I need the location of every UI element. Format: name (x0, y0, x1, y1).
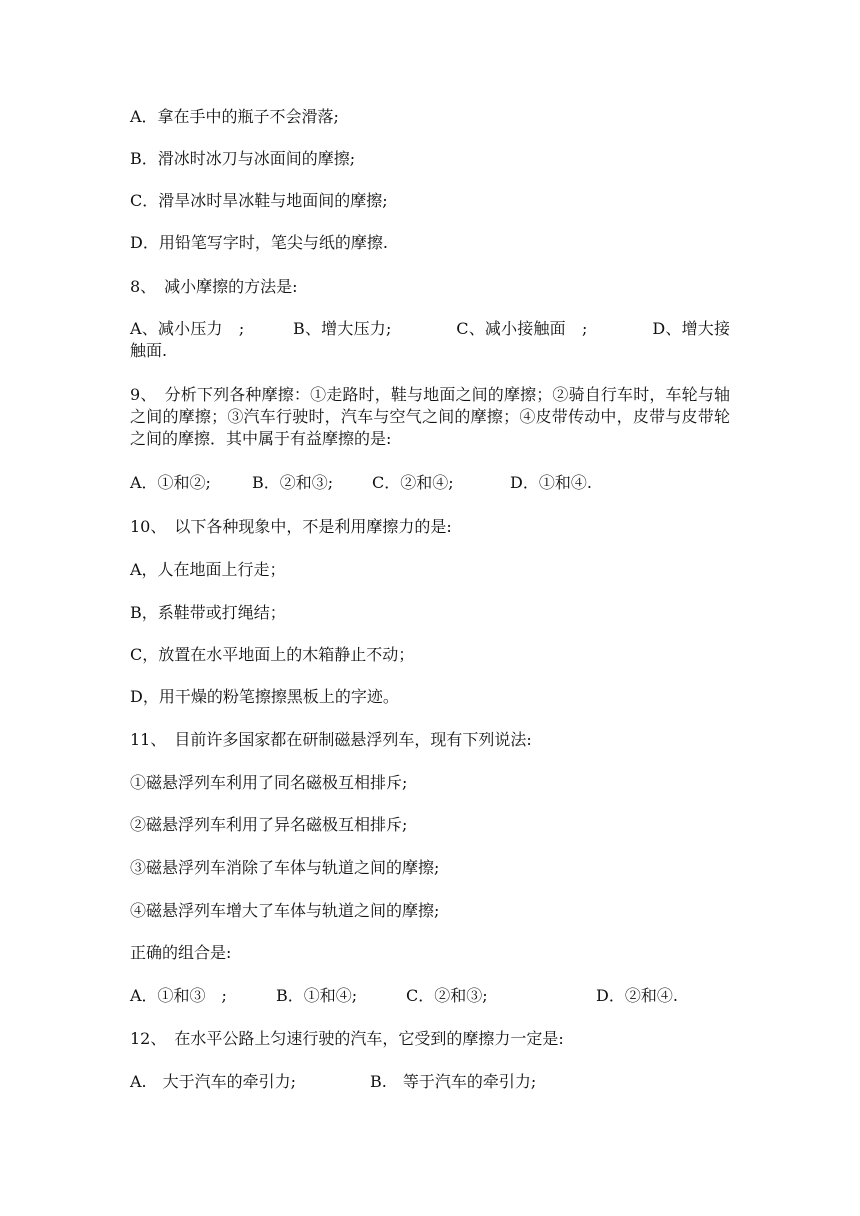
q11-option-a: A．①和③ ; (130, 986, 227, 1005)
q7-option-d: D．用铅笔写字时，笔尖与纸的摩擦. (130, 233, 388, 252)
q11-options (130, 985, 730, 1007)
q12-option-b: B. 等于汽车的牵引力; (370, 1072, 537, 1091)
q10-option-a: A，人在地面上行走； (130, 560, 286, 579)
q10-option-d: D，用干燥的粉笔擦擦黑板上的字迹。 (130, 687, 399, 706)
q7-option-a: A．拿在手中的瓶子不会滑落; (130, 107, 339, 126)
q12-stem: 12、 在水平公路上匀速行驶的汽车，它受到的摩擦力一定是: (130, 1029, 564, 1048)
q11-option-c: C．②和③; (406, 986, 488, 1005)
q11-statement-3: ③磁悬浮列车消除了车体与轨道之间的摩擦; (130, 858, 440, 877)
q9-options (130, 472, 730, 494)
q11-statement-1: ①磁悬浮列车利用了同名磁极互相排斥; (130, 773, 408, 792)
q9-option-c: C．②和④; (372, 473, 454, 492)
q12-options (130, 1071, 730, 1093)
q8-options: A、减小压力 ; B、增大压力; C、减小接触面 ; D、增大接触面. (130, 319, 730, 360)
q9-stem: 9、 分析下列各种摩擦：①走路时，鞋与地面之间的摩擦；②骑自行车时，车轮与轴之间的摩擦；③汽车行驶时，汽车与空气之间的摩擦；④皮带传动中，皮带与皮带轮之间的摩擦．其中属于有益摩擦的是: (130, 385, 730, 448)
q11-statement-4: ④磁悬浮列车增大了车体与轨道之间的摩擦; (130, 901, 440, 920)
q7-option-c: C．滑旱冰时旱冰鞋与地面间的摩擦; (130, 191, 388, 210)
q10-option-b: B，系鞋带或打绳结； (130, 603, 286, 622)
q10-option-c: C，放置在水平地面上的木箱静止不动； (130, 645, 415, 664)
q9-option-d: D．①和④. (510, 473, 592, 492)
q10-stem: 10、 以下各种现象中，不是利用摩擦力的是: (130, 517, 452, 536)
q11-option-d: D．②和④. (596, 986, 678, 1005)
q11-stem: 11、 目前许多国家都在研制磁悬浮列车，现有下列说法: (130, 730, 532, 749)
q12-option-a: A. 大于汽车的牵引力; (130, 1072, 297, 1091)
q11-prompt: 正确的组合是: (130, 943, 232, 962)
q9-option-b: B．②和③; (252, 473, 334, 492)
q11-statement-2: ②磁悬浮列车利用了异名磁极互相排斥; (130, 815, 408, 834)
q11-option-b: B．①和④; (276, 986, 358, 1005)
q7-option-b: B．滑冰时冰刀与冰面间的摩擦; (130, 149, 356, 168)
q9-option-a: A．①和②; (130, 473, 211, 492)
q8-stem: 8、 减小摩擦的方法是: (130, 277, 298, 296)
